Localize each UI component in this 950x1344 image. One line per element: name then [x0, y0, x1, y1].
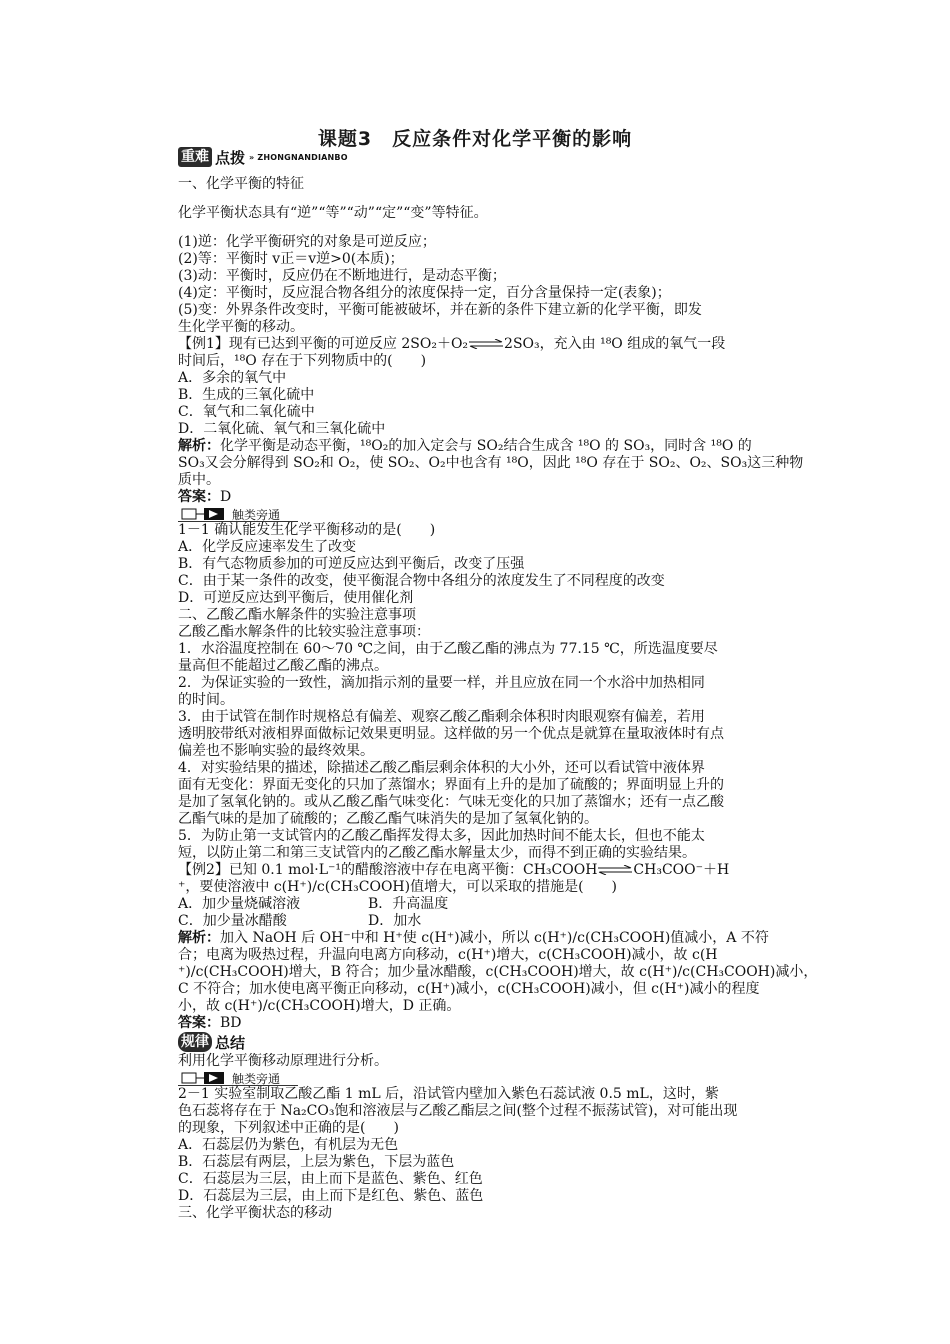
paragraph: 面有无变化：界面无变化的只加了蒸馏水；界面有上升的是加了硫酸的；界面明显上升的: [178, 777, 724, 793]
practice-tag-icon: [178, 508, 226, 520]
analysis-2-cont: C 不符合；加水使电离平衡正向移动，c(H⁺)减小，c(CH₃COOH)减小，但 c(H⁺)减小的程度: [178, 981, 760, 997]
paragraph: 量高但不能超过乙酸乙酯的沸点。: [178, 658, 388, 674]
page-title: 课题3 反应条件对化学平衡的影响: [317, 128, 633, 150]
list-item: (1)逆：化学平衡研究的对象是可逆反应；: [178, 234, 436, 250]
option: A．化学反应速率发生了改变: [178, 539, 357, 555]
paragraph: 1．水浴温度控制在 60～70 ℃之间，由于乙酸乙酯的沸点为 77.15 ℃，所选温度要尽: [178, 641, 718, 657]
option: A．加少量烧碱溶液: [178, 896, 301, 912]
answer-value: D: [220, 489, 232, 505]
list-item: (5)变：外界条件改变时，平衡可能被破坏，并在新的条件下建立新的化学平衡，即发: [178, 302, 702, 318]
practice-tag: [178, 506, 950, 522]
example-2-question-cont: ⁺，要使溶液中 c(H⁺)/c(CH₃COOH)值增大，可以采取的措施是( ): [178, 879, 618, 895]
option: C．石蕊层为三层，由上而下是蓝色、紫色、红色: [178, 1171, 483, 1187]
option: C．由于某一条件的改变，使平衡混合物中各组分的浓度发生了不同程度的改变: [178, 573, 665, 589]
banner-badge: 规律: [178, 1032, 212, 1052]
analysis-label: 解析：: [178, 438, 220, 454]
paragraph: 利用化学平衡移动原理进行分析。: [178, 1053, 388, 1069]
analysis-2-cont: ⁺)/c(CH₃COOH)增大，B 符合；加少量冰醋酸，c(CH₃COOH)增大，故 c(H⁺)/c(CH₃COOH)减小，: [178, 964, 818, 980]
option: B．有气态物质参加的可逆反应达到平衡后，改变了压强: [178, 556, 525, 572]
heading-2: 二、乙酸乙酯水解条件的实验注意事项: [178, 607, 416, 623]
option: D．可逆反应达到平衡后，使用催化剂: [178, 590, 414, 606]
list-item: (4)定：平衡时，反应混合物各组分的浓度保持一定，百分含量保持一定(表象)；: [178, 285, 671, 301]
section-banner-summary: [178, 1031, 245, 1053]
example-1-question: [178, 336, 725, 353]
analysis-1-cont: 质中。: [178, 472, 220, 488]
option: C．氧气和二氧化硫中: [178, 404, 315, 420]
paragraph: 乙酸乙酯水解条件的比较实验注意事项：: [178, 624, 430, 640]
banner-title: 点拨: [215, 148, 246, 167]
practice-question-cont: 色石蕊将存在于 Na₂CO₃饱和溶液层与乙酸乙酯层之间(整个过程不振荡试管)，对可能出现: [178, 1103, 738, 1119]
option: B．生成的三氧化硫中: [178, 387, 315, 403]
analysis-text: 加入 NaOH 后 OH⁻中和 H⁺使 c(H⁺)减小，所以 c(H⁺)/c(CH₃COOH)值减小，A 不符: [220, 930, 769, 946]
banner-pinyin: ZHONGNANDIANBO: [257, 152, 348, 162]
paragraph: 乙酯气味的是加了硫酸的；乙酸乙酯气味消失的是加了氢氧化钠的。: [178, 811, 598, 827]
equilibrium-arrow-icon: [597, 865, 633, 875]
analysis-1: [178, 438, 752, 455]
practice-tag: [178, 1070, 950, 1086]
banner-badge: 重难: [178, 147, 212, 167]
paragraph: 2．为保证实验的一致性，滴加指示剂的量要一样，并且应放在同一个水浴中加热相同: [178, 675, 705, 691]
banner-title: 总结: [215, 1033, 246, 1052]
practice-question: 1－1 确认能发生化学平衡移动的是( ): [178, 522, 436, 538]
paragraph: 4．对实验结果的描述，除描述乙酸乙酯层剩余体积的大小外，还可以看试管中液体界: [178, 760, 705, 776]
answer-2: [178, 1015, 242, 1032]
practice-tag-icon: [178, 1072, 226, 1084]
paragraph: 3．由于试管在制作时规格总有偏差、观察乙酸乙酯剩余体积时肉眼观察有偏差，若用: [178, 709, 705, 725]
example-2-text-a: 【例2】已知 0.1 mol·L⁻¹的醋酸溶液中存在电离平衡：CH₃COOH: [178, 862, 598, 878]
heading-3: 三、化学平衡状态的移动: [178, 1205, 332, 1221]
option-row: [178, 913, 421, 930]
analysis-label: 解析：: [178, 930, 220, 946]
example-1-question-cont: 时间后，¹⁸O 存在于下列物质中的( ): [178, 353, 427, 369]
option: D．加水: [368, 913, 422, 929]
option: B．石蕊层有两层，上层为紫色，下层为蓝色: [178, 1154, 455, 1170]
answer-1: [178, 489, 231, 506]
banner-subtitle: [249, 153, 348, 162]
example-2-text-b: CH₃COO⁻＋H: [633, 862, 730, 878]
paragraph: 短，以防止第二和第三支试管内的乙酸乙酯水解量太少，而得不到正确的实验结果。: [178, 845, 696, 861]
analysis-2-cont: 小，故 c(H⁺)/c(CH₃COOH)增大，D 正确。: [178, 998, 461, 1014]
analysis-1-cont: SO₃又会分解得到 SO₂和 O₂，使 SO₂、O₂中也含有 ¹⁸O，因此 ¹⁸O 存在于 SO₂、O₂、SO₃这三种物: [178, 455, 804, 471]
list-item: 生化学平衡的移动。: [178, 319, 304, 335]
section-banner-key-points: [178, 146, 348, 168]
analysis-2-cont: 合；电离为吸热过程，升温向电离方向移动，c(H⁺)增大，c(CH₃COOH)减小，故 c(H: [178, 947, 718, 963]
paragraph: 是加了氢氧化钠的。或从乙酸乙酯气味变化：气味无变化的只加了蒸馏水；还有一点乙酸: [178, 794, 724, 810]
practice-tag-label: 触类旁通: [232, 508, 281, 522]
equilibrium-arrow-icon: [468, 339, 504, 349]
option: A．石蕊层仍为紫色，有机层为无色: [178, 1137, 399, 1153]
paragraph: 化学平衡状态具有“逆”“等”“动”“定”“变”等特征。: [178, 205, 488, 221]
option: D．石蕊层为三层，由上而下是红色、紫色、蓝色: [178, 1188, 484, 1204]
list-item: (3)动：平衡时，反应仍在不断地进行，是动态平衡；: [178, 268, 506, 284]
analysis-2: [178, 930, 769, 947]
example-1-text-a: 【例1】现有已达到平衡的可逆反应 2SO₂＋O₂: [178, 336, 469, 352]
option: D．二氧化硫、氧气和三氧化硫中: [178, 421, 386, 437]
answer-label: 答案：: [178, 1015, 220, 1031]
paragraph: 透明胶带纸对液相界面做标记效果更明显。这样做的另一个优点是就算在量取液体时有点: [178, 726, 724, 742]
option-row: [178, 896, 448, 913]
example-2-question: [178, 862, 729, 879]
analysis-text: 化学平衡是动态平衡，¹⁸O₂的加入定会与 SO₂结合生成含 ¹⁸O 的 SO₃，同时含 ¹⁸O 的: [220, 438, 752, 454]
practice-question: 2－1 实验室制取乙酸乙酯 1 mL 后，沿试管内壁加入紫色石蕊试液 0.5 mL，这时，紫: [178, 1086, 719, 1102]
option: C．加少量冰醋酸: [178, 913, 287, 929]
heading-1: 一、化学平衡的特征: [178, 176, 304, 192]
answer-label: 答案：: [178, 489, 220, 505]
double-chevron-icon: »: [249, 152, 255, 162]
practice-question-cont: 的现象，下列叙述中正确的是( ): [178, 1120, 399, 1136]
answer-value: BD: [220, 1015, 242, 1031]
paragraph: 的时间。: [178, 692, 234, 708]
list-item: (2)等：平衡时 v正＝v逆>0(本质)；: [178, 251, 404, 267]
example-1-text-b: 2SO₃，充入由 ¹⁸O 组成的氧气一段: [504, 336, 726, 352]
practice-tag-label: 触类旁通: [232, 1072, 281, 1086]
option: B．升高温度: [368, 896, 449, 912]
paragraph: 5．为防止第一支试管内的乙酸乙酯挥发得太多，因此加热时间不能太长，但也不能太: [178, 828, 705, 844]
paragraph: 偏差也不影响实验的最终效果。: [178, 743, 374, 759]
option: A．多余的氧气中: [178, 370, 287, 386]
